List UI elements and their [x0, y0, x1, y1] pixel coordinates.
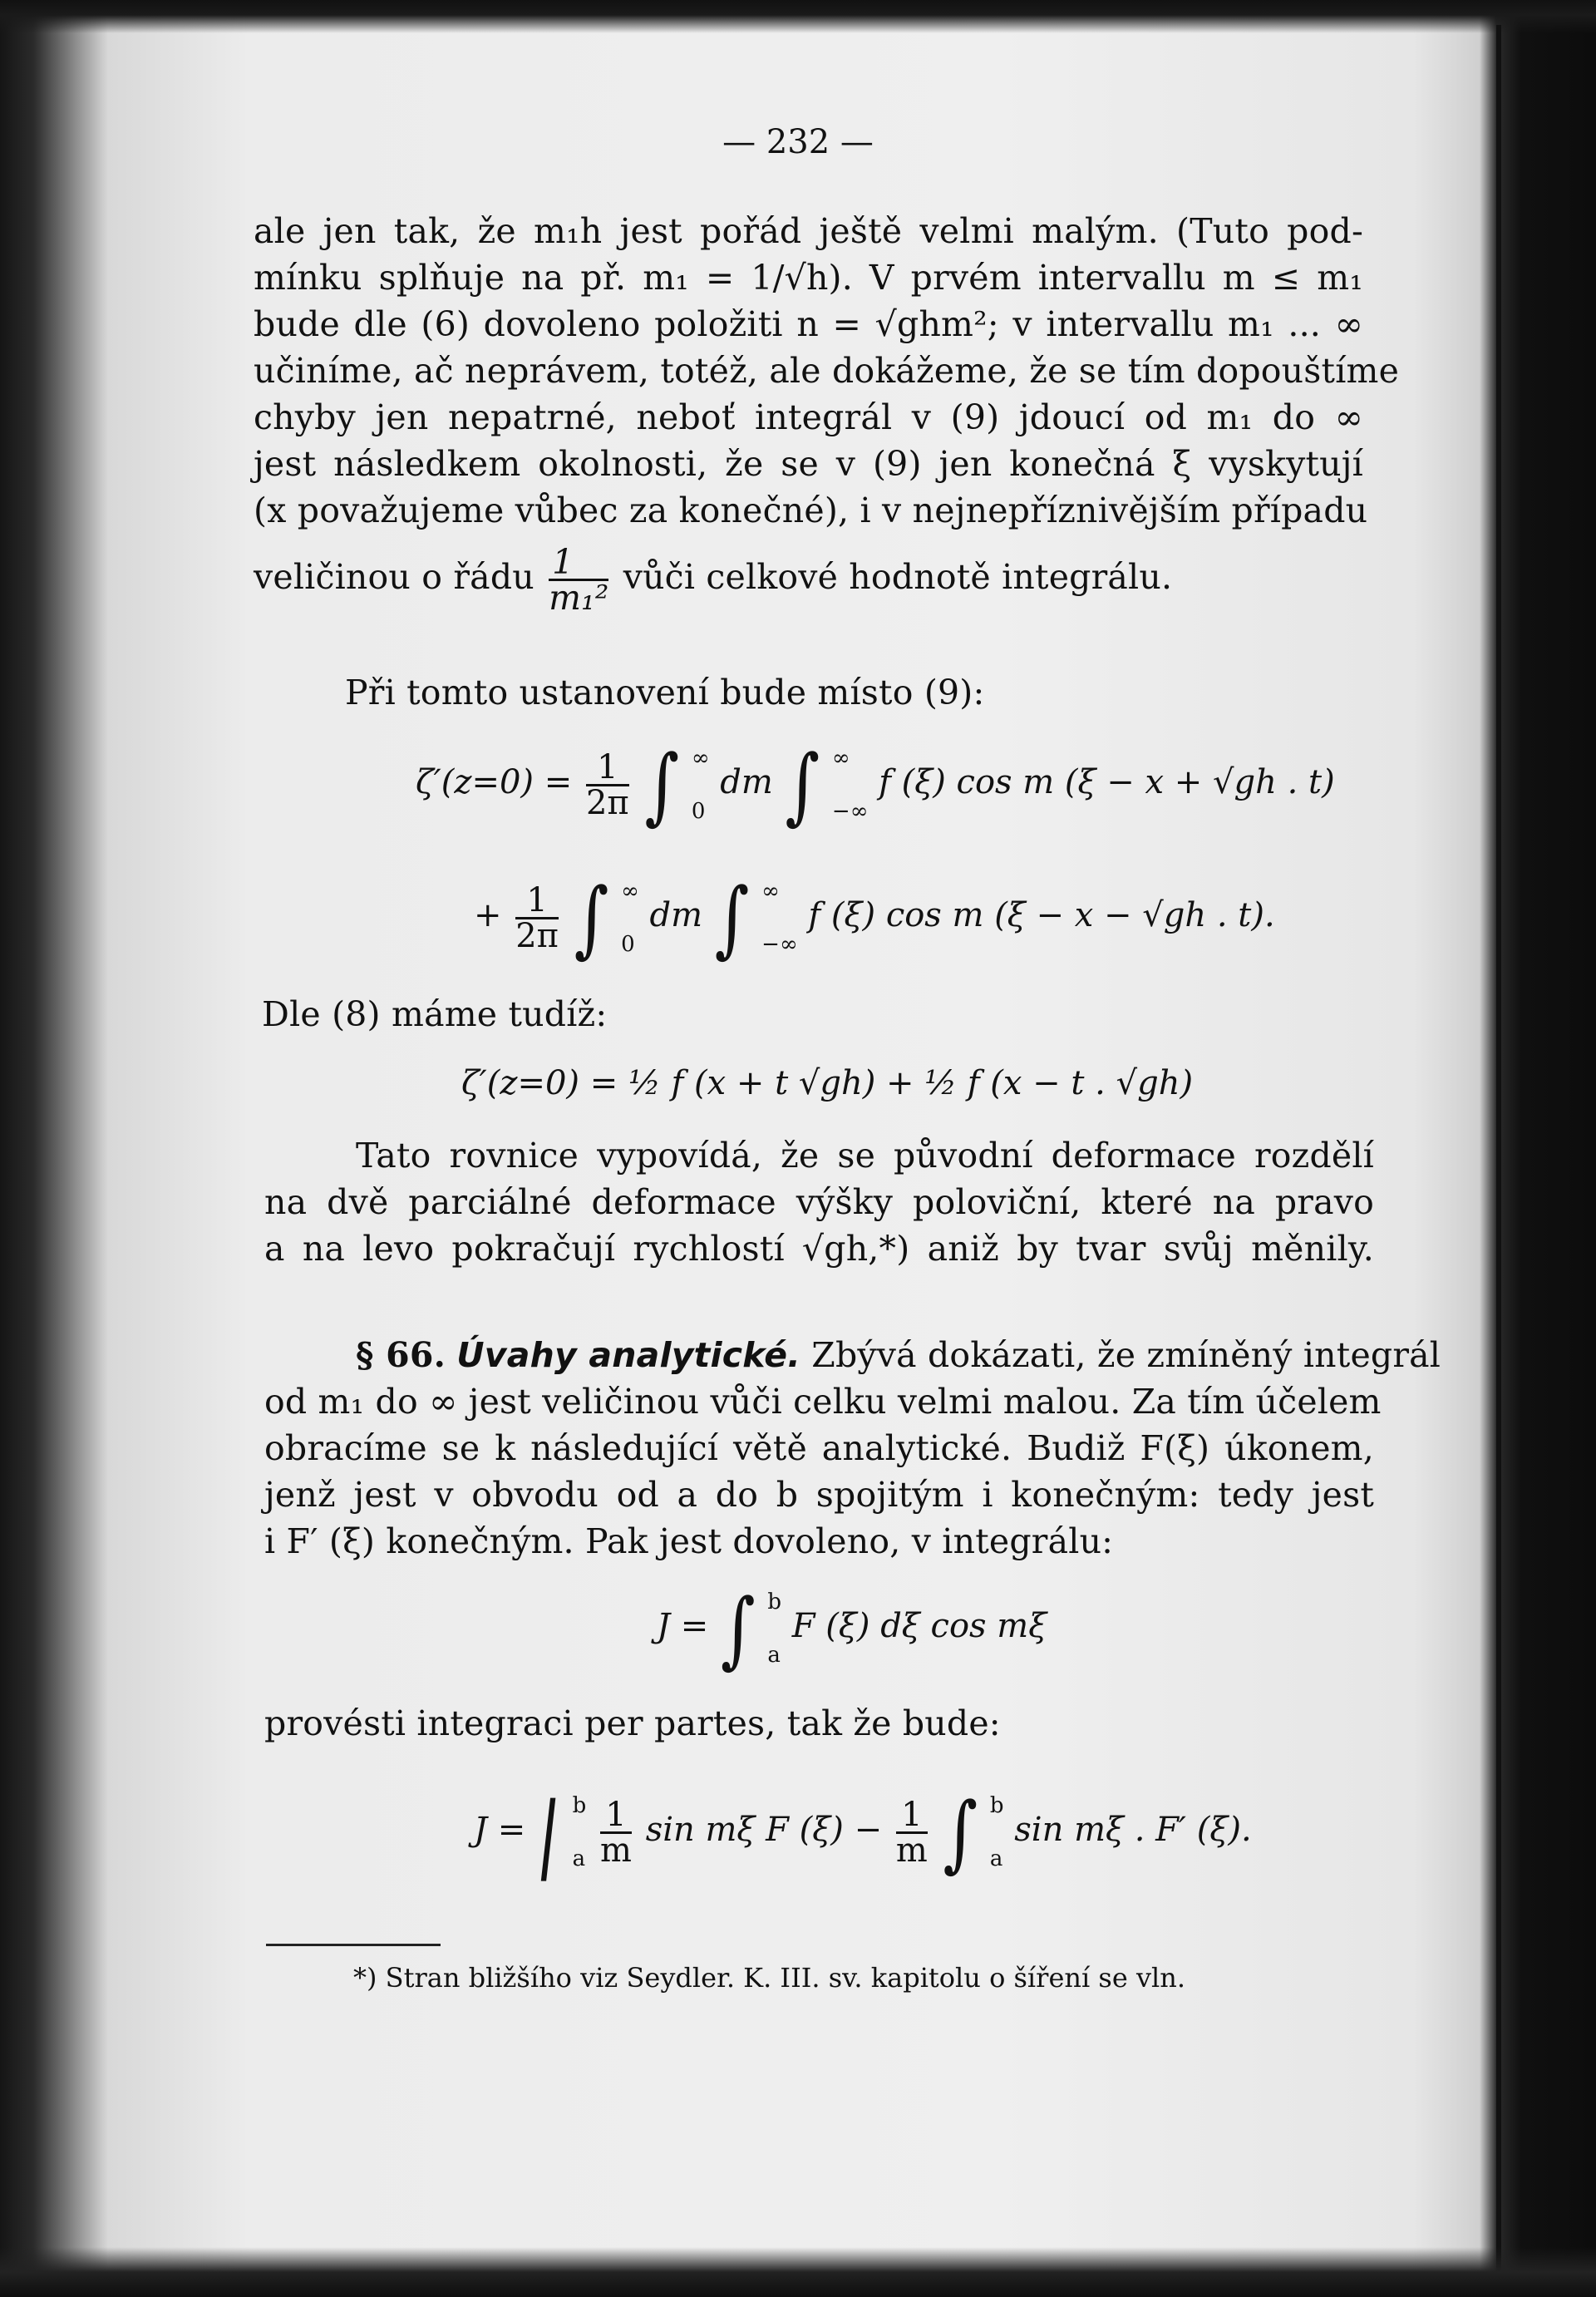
upper-limit: b: [572, 1793, 587, 1818]
lower-limit: a: [989, 1846, 1003, 1871]
fraction-denominator: m₁²: [549, 578, 609, 618]
text-line: Při tomto ustanovení bude místo (9):: [345, 673, 985, 712]
text-line: i F′ (ξ) konečným. Pak jest dovoleno, v integrálu:: [264, 1521, 1114, 1561]
equation-lhs: ζ′(z=0) =: [416, 763, 573, 801]
text-line: chyby jen nepatrné, neboť integrál v (9) jdoucí od m₁ do ∞: [254, 397, 1363, 437]
integral-sign: ∫: [785, 736, 820, 834]
equation-3: ζ′(z=0) = ½ f (x + t √gh) + ½ f (x − t . √gh): [461, 1064, 1194, 1102]
fraction: [585, 747, 629, 822]
text-line: [254, 542, 1363, 618]
fraction: [895, 1795, 928, 1870]
fraction-numerator: 1: [549, 545, 608, 581]
integral-limits: [990, 1779, 1004, 1885]
integral-sign: ∫: [943, 1783, 978, 1881]
section-mark: § 66.: [356, 1335, 446, 1375]
text-line: mínku splňuje na př. m₁ = 1/√h). V prvém intervallu m ≤ m₁: [254, 258, 1363, 298]
lower-limit: a: [572, 1846, 586, 1871]
integral-sign: ∫: [720, 1580, 756, 1678]
text-line: Dle (8) máme tudíž:: [262, 994, 608, 1034]
paragraph-2: [254, 669, 1363, 716]
equation-2: [474, 865, 1275, 971]
integral-limits: [767, 1575, 781, 1682]
integrand: F (ξ) dξ cos mξ: [791, 1607, 1047, 1645]
equation-5: [474, 1779, 1252, 1885]
bar-limits: [573, 1779, 587, 1885]
lower-limit: 0: [691, 799, 706, 824]
text-line: ale jen tak, že m₁h jest pořád ještě velmi malým. (Tuto pod-: [254, 211, 1363, 251]
text-line: bude dle (6) dovoleno položiti n = √ghm²; v intervallu m₁ ... ∞: [254, 304, 1363, 344]
integrand: f (ξ) cos m (ξ − x + √gh . t): [879, 763, 1335, 801]
integral-sign: ∫: [644, 736, 680, 834]
text-line: Tato rovnice vypovídá, že se původní deformace rozdělí: [356, 1136, 1374, 1176]
paragraph-1: [254, 208, 1400, 618]
text-line: obracíme se k následující větě analytické. Budiž F(ξ) úkonem,: [264, 1428, 1374, 1468]
lower-limit: −∞: [761, 932, 798, 957]
text-line: od m₁ do ∞ jest veličinou vůči celku velmi malou. Za tím účelem: [264, 1382, 1382, 1422]
paragraph-4: [264, 1132, 1374, 1272]
order-text-after: vůči celkové hodnotě integrálu.: [623, 557, 1173, 597]
fraction-denominator: m: [600, 1831, 632, 1870]
lower-limit: 0: [621, 932, 635, 957]
equation-lhs: J =: [657, 1607, 709, 1645]
footnote-rule: [266, 1944, 441, 1946]
text-line: provésti integraci per partes, tak že bude:: [264, 1703, 1001, 1743]
fraction-denominator: 2π: [585, 783, 629, 822]
integrand: f (ξ) cos m (ξ − x − √gh . t).: [808, 896, 1275, 934]
term: sin mξ F (ξ) −: [645, 1811, 883, 1849]
fraction: [515, 880, 559, 955]
fraction-numerator: 1: [896, 1798, 928, 1834]
paragraph-5: [264, 1700, 1374, 1747]
text-line: (x považujeme vůbec za konečné), i v nejnepříznivějším případu: [254, 490, 1368, 530]
fraction-denominator: m: [895, 1831, 928, 1870]
equation-1: [416, 732, 1335, 838]
text-line: na dvě parciálné deformace výšky poloviční, které na pravo: [264, 1182, 1374, 1222]
evaluation-bar: |: [532, 1783, 566, 1881]
integrand: dm: [649, 896, 703, 934]
integral-sign: ∫: [714, 869, 750, 967]
section-first-line: [264, 1332, 1441, 1378]
integrand: dm: [720, 763, 773, 801]
fraction-numerator: 1: [515, 884, 559, 919]
binding-edge: [1496, 25, 1501, 2286]
upper-limit: b: [767, 1590, 782, 1614]
order-text-before: veličinou o řádu: [254, 557, 534, 597]
term: sin mξ . F′ (ξ).: [1014, 1811, 1252, 1849]
upper-limit: ∞: [761, 879, 780, 904]
text-line: a na levo pokračují rychlostí √gh,*) aniž by tvar svůj měnily.: [264, 1229, 1374, 1269]
integral-limits: [692, 732, 710, 838]
fraction-denominator: 2π: [515, 916, 559, 955]
section-66: [264, 1332, 1441, 1565]
paragraph-3: [262, 991, 1372, 1038]
lower-limit: a: [767, 1643, 781, 1668]
upper-limit: ∞: [691, 746, 710, 771]
upper-limit: b: [989, 1793, 1004, 1818]
upper-limit: ∞: [831, 746, 850, 771]
integral-limits: [621, 865, 639, 971]
upper-limit: ∞: [621, 879, 639, 904]
text-line: učiníme, ač neprávem, totéž, ale dokážeme, že se tím dopouštíme: [254, 351, 1400, 391]
equation-4: [657, 1575, 1047, 1682]
plus-sign: +: [474, 896, 502, 934]
equation-lhs: J =: [474, 1811, 526, 1849]
footnote: *) Stran bližšího viz Seydler. K. III. sv. kapitolu o šíření se vln.: [353, 1962, 1186, 1994]
text-line: jest následkem okolnosti, že se v (9) jen konečná ξ vyskytují: [254, 444, 1363, 484]
integral-sign: ∫: [574, 869, 609, 967]
lower-limit: −∞: [831, 799, 869, 824]
section-title: Úvahy analytické.: [456, 1335, 801, 1375]
fraction-numerator: 1: [586, 751, 629, 786]
text-line: jenž jest v obvodu od a do b spojitým i konečným: tedy jest: [264, 1475, 1374, 1515]
integral-limits: [761, 865, 797, 971]
integral-limits: [832, 732, 868, 838]
order-fraction: [549, 542, 609, 618]
fraction: [600, 1795, 632, 1870]
fraction-numerator: 1: [600, 1798, 632, 1834]
page-number: — 232 —: [722, 123, 874, 161]
section-first-line-text: Zbývá dokázati, že zmíněný integrál: [811, 1335, 1441, 1375]
